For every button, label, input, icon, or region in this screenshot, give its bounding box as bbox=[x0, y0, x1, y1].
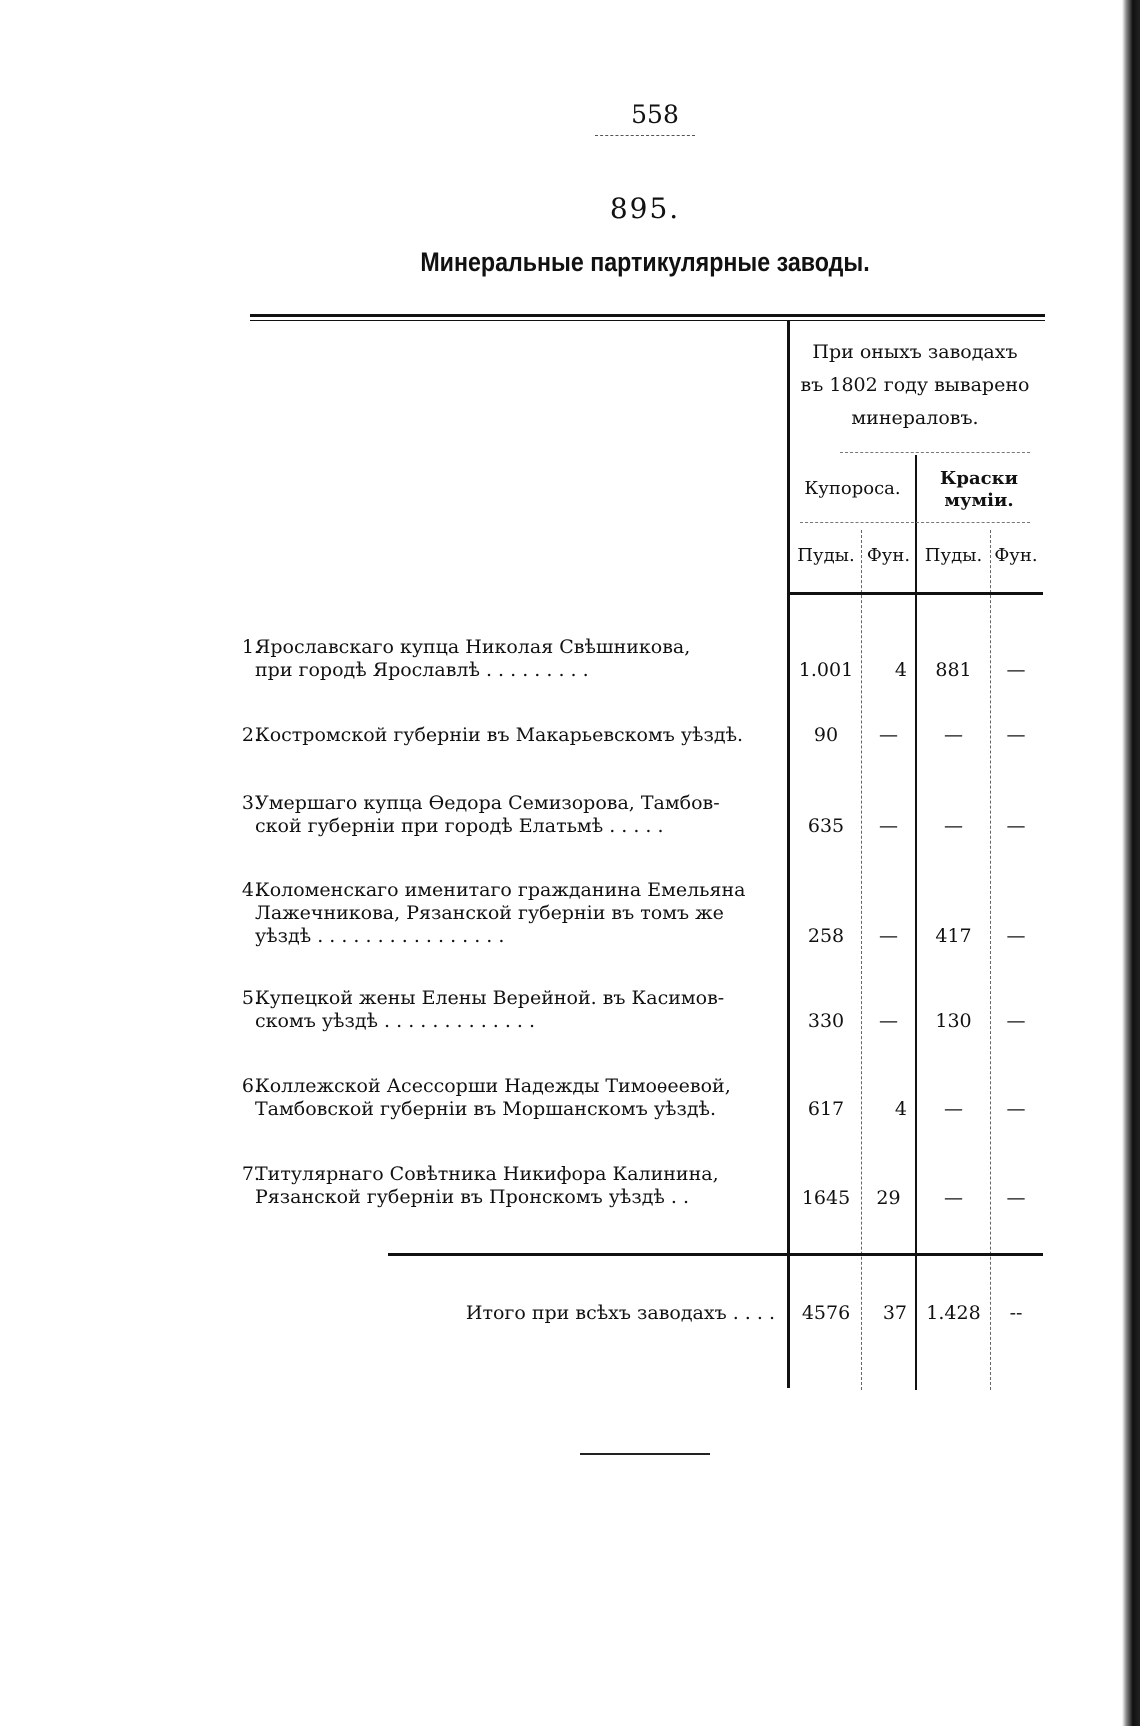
cell-kuporos-fun: — bbox=[879, 1010, 898, 1032]
row-number: 4. bbox=[241, 879, 260, 901]
row-number: 3. bbox=[241, 792, 260, 814]
unit-pudy-kuporos: Пуды. bbox=[797, 545, 855, 566]
row-number: 6. bbox=[241, 1075, 260, 1097]
row-label-line: Ярославскаго купца Николая Свѣшникова, bbox=[255, 636, 691, 658]
cell-kraski-fun: — bbox=[1006, 1187, 1026, 1209]
cell-kuporos-pudy: 1.001 bbox=[798, 659, 854, 681]
cell-kraski-fun: — bbox=[1006, 1010, 1026, 1032]
cell-kraski-fun: — bbox=[1006, 724, 1026, 746]
row-label-line: Лажечникова, Рязанской губернiи въ томъ же bbox=[255, 902, 724, 924]
cell-kraski-pudy: — bbox=[944, 815, 963, 837]
row-number: 2. bbox=[241, 724, 260, 746]
cell-kuporos-fun: 4 bbox=[894, 659, 907, 681]
cell-kraski-pudy: 417 bbox=[935, 925, 972, 947]
total-kraski-fun: -- bbox=[1009, 1302, 1023, 1324]
cell-kuporos-fun: — bbox=[879, 815, 898, 837]
cell-kraski-fun: — bbox=[1006, 815, 1026, 837]
cell-kuporos-fun: 29 bbox=[876, 1187, 901, 1209]
total-kuporos-pudy: 4576 bbox=[801, 1302, 851, 1324]
group-header bbox=[790, 336, 1040, 435]
cell-kuporos-pudy: 330 bbox=[807, 1010, 845, 1032]
table-top-rule-thin bbox=[250, 320, 1045, 321]
cell-kraski-fun: — bbox=[1006, 1098, 1026, 1120]
group-header-line: минераловъ. bbox=[851, 407, 979, 429]
subgroup-kuporos: Купороса. bbox=[804, 478, 901, 499]
subgroup-rule bbox=[800, 522, 1030, 523]
row-label-line: при городѣ Ярославлѣ . . . . . . . . . bbox=[255, 659, 589, 681]
cell-kraski-pudy: — bbox=[944, 724, 963, 746]
row-number: 7. bbox=[241, 1163, 260, 1185]
row-label-line: Рязанской губернiи въ Пронскомъ уѣздѣ . . bbox=[255, 1186, 690, 1208]
row-label bbox=[255, 987, 775, 1033]
cell-kuporos-fun: 4 bbox=[894, 1098, 907, 1120]
totals-rule bbox=[388, 1253, 1043, 1256]
row-label bbox=[255, 1163, 775, 1209]
row-label-line: Купецкой жены Елены Верейной. въ Касимов- bbox=[255, 987, 725, 1009]
subgroup-kraski-line: мумiи. bbox=[944, 490, 1014, 511]
row-label-line: Умершаго купца Ѳедора Семизорова, Тамбов- bbox=[255, 792, 720, 814]
row-label bbox=[255, 724, 775, 747]
cell-kuporos-pudy: 258 bbox=[807, 925, 845, 947]
closing-rule bbox=[580, 1453, 710, 1455]
page-number-rule bbox=[595, 135, 695, 136]
total-kraski-pudy: 1.428 bbox=[926, 1302, 981, 1324]
row-label-line: Костромской губернiи въ Макарьевскомъ уѣздѣ. bbox=[255, 724, 744, 746]
cell-kraski-pudy: — bbox=[944, 1187, 963, 1209]
group-header-rule bbox=[840, 452, 1030, 453]
cell-kuporos-pudy: 90 bbox=[813, 724, 839, 746]
row-label bbox=[255, 636, 775, 682]
row-label-line: Коломенскаго именитаго гражданина Емельяна bbox=[255, 879, 746, 901]
subgroup-kraski-line: Краски bbox=[940, 468, 1018, 489]
group-header-line: При оныхъ заводахъ bbox=[812, 341, 1018, 363]
page-edge-shadow bbox=[1122, 0, 1140, 1726]
row-label-line: скомъ уѣздѣ . . . . . . . . . . . . . bbox=[255, 1010, 536, 1032]
cell-kraski-pudy: — bbox=[944, 1098, 963, 1120]
row-label-line: Титулярнаго Совѣтника Никифора Калинина, bbox=[255, 1163, 719, 1185]
group-header-line: въ 1802 году выварено bbox=[800, 374, 1030, 396]
row-label-line: уѣздѣ . . . . . . . . . . . . . . . . bbox=[255, 925, 505, 947]
cell-kraski-pudy: 881 bbox=[935, 659, 972, 681]
page-number: 558 bbox=[631, 100, 679, 129]
table-top-rule bbox=[250, 314, 1045, 317]
row-number: 1. bbox=[241, 636, 260, 658]
subgroup-kraski bbox=[918, 468, 1040, 512]
cell-kuporos-fun: — bbox=[879, 724, 898, 746]
column-divider-mid bbox=[915, 455, 917, 1390]
row-label bbox=[255, 1075, 775, 1121]
unit-pudy-kraski: Пуды. bbox=[924, 545, 983, 566]
cell-kuporos-pudy: 635 bbox=[807, 815, 845, 837]
total-kuporos-fun: 37 bbox=[882, 1302, 907, 1324]
row-label-line: ской губернiи при городѣ Елатьмѣ . . . . . bbox=[255, 815, 664, 837]
cell-kuporos-fun: — bbox=[879, 925, 898, 947]
row-label-line: Тамбовской губернiи въ Моршанскомъ уѣздѣ. bbox=[255, 1098, 717, 1120]
cell-kraski-pudy: 130 bbox=[935, 1010, 972, 1032]
cell-kuporos-pudy: 617 bbox=[807, 1098, 845, 1120]
cell-kuporos-pudy: 1645 bbox=[801, 1187, 851, 1209]
cell-kraski-fun: — bbox=[1006, 925, 1026, 947]
row-number: 5. bbox=[241, 987, 260, 1009]
table-title: Минеральные партикулярные заводы. bbox=[420, 247, 870, 277]
row-label bbox=[255, 792, 775, 838]
cell-kraski-fun: — bbox=[1006, 659, 1026, 681]
header-bottom-rule bbox=[790, 592, 1043, 595]
total-label: Итого при всѣхъ заводахъ . . . . bbox=[465, 1302, 775, 1324]
row-label bbox=[255, 879, 775, 948]
row-label-line: Коллежской Асессорши Надежды Тимоѳеевой, bbox=[255, 1075, 731, 1097]
unit-fun-kraski: Фун. bbox=[994, 545, 1038, 566]
unit-fun-kuporos: Фун. bbox=[866, 545, 911, 566]
section-number: 895. bbox=[609, 192, 681, 225]
